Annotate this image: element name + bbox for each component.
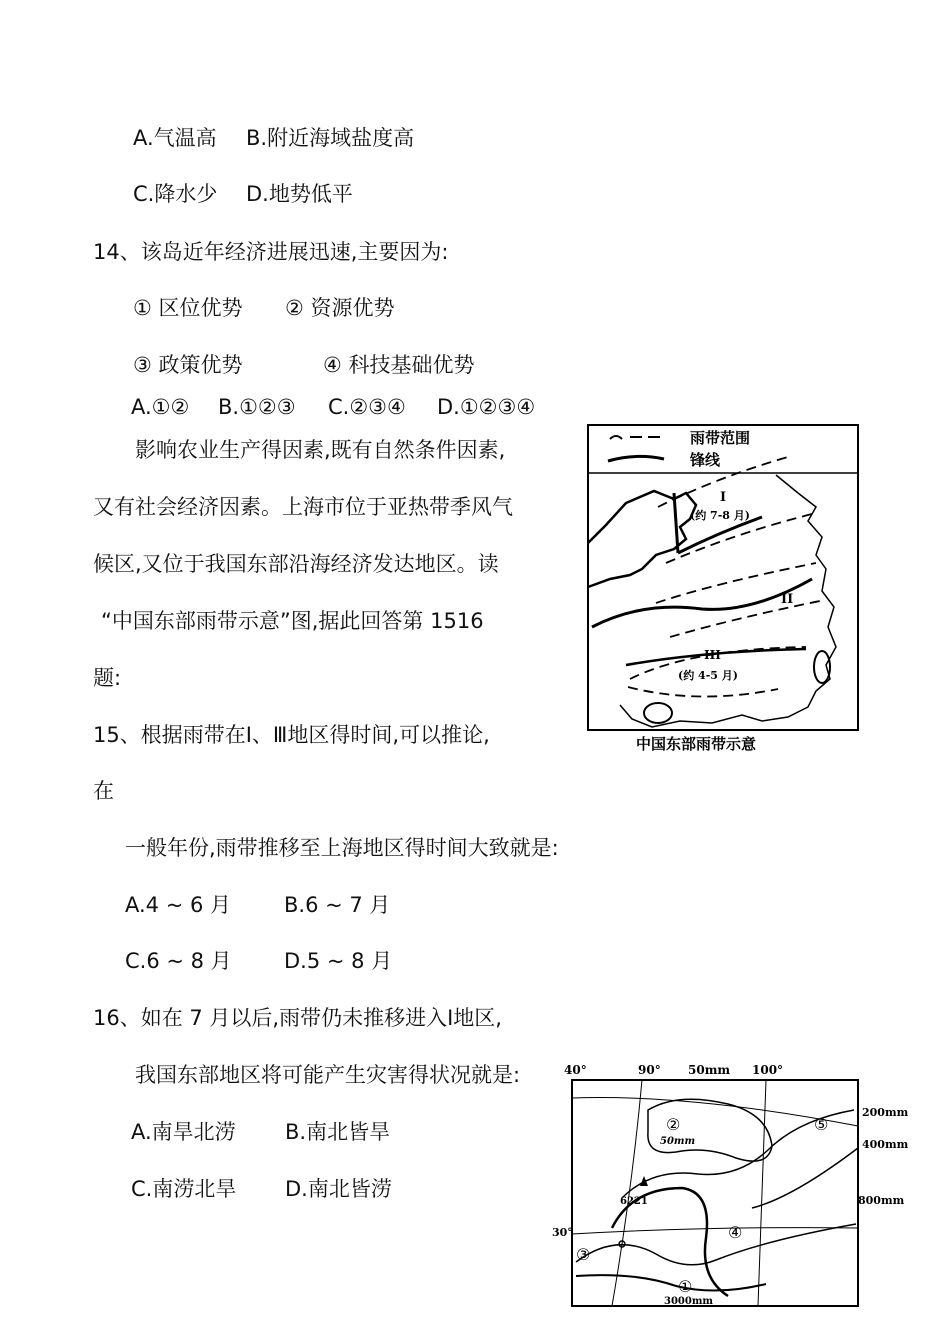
region-1-time: (约 7-8 月): [690, 509, 750, 522]
q14-item-1: ① 区位优势: [133, 296, 243, 320]
q15-stem-3: 一般年份,雨带推移至上海地区得时间大致就是:: [125, 836, 559, 860]
q13-option-b: B.附近海域盐度高: [246, 126, 415, 150]
region-3-label: III: [704, 648, 721, 662]
intro-line-5: 题:: [93, 666, 122, 690]
label-50mm-inner: 50mm: [660, 1136, 696, 1147]
q14-stem: 14、该岛近年经济进展迅速,主要因为:: [93, 240, 449, 264]
q15-option-b: B.6 ~ 7 月: [284, 893, 391, 917]
q13-option-c: C.降水少: [133, 182, 218, 206]
q16-option-b: B.南北皆旱: [285, 1120, 391, 1144]
region-3-time: (约 4-5 月): [678, 669, 738, 682]
peak-label: 6221: [620, 1196, 648, 1207]
lon-90-label: 90°: [638, 1063, 661, 1077]
legend-front-label: 锋线: [690, 451, 721, 469]
q15-stem-1: 15、根据雨带在Ⅰ、Ⅲ地区得时间,可以推论,: [93, 723, 490, 747]
rainbelt-map-caption: 中国东部雨带示意: [636, 735, 757, 753]
q15-stem-2: 在: [93, 779, 114, 803]
q14-item-2: ② 资源优势: [285, 296, 395, 320]
q16-option-c: C.南涝北旱: [131, 1177, 237, 1201]
q15-option-a: A.4 ~ 6 月: [125, 893, 232, 917]
label-200mm: 200mm: [862, 1106, 908, 1119]
intro-line-1: 影响农业生产得因素,既有自然条件因素,: [135, 438, 506, 462]
legend-rainbelt-label: 雨带范围: [690, 429, 751, 447]
label-3000mm: 3000mm: [664, 1296, 713, 1307]
intro-line-4: “中国东部雨带示意”图,据此回答第 1516: [101, 609, 484, 633]
rainbelt-map: [586, 423, 862, 759]
region-2-label: II: [781, 592, 794, 607]
q15-option-d: D.5 ~ 8 月: [284, 949, 393, 973]
region-1-label: I: [720, 490, 727, 505]
q13-option-d: D.地势低平: [246, 182, 353, 206]
marker-3: ③: [576, 1245, 591, 1264]
q16-option-d: D.南北皆涝: [285, 1177, 392, 1201]
q16-stem-2: 我国东部地区将可能产生灾害得状况就是:: [135, 1063, 521, 1087]
marker-2: ②: [666, 1115, 681, 1134]
q14-option-d: D.①②③④: [437, 395, 536, 419]
label-800mm: 800mm: [858, 1194, 905, 1207]
legend-rainbelt-symbol: [610, 436, 660, 439]
q14-item-3: ③ 政策优势: [133, 353, 243, 377]
intro-line-3: 候区,又位于我国东部沿海经济发达地区。读: [93, 552, 499, 576]
marker-1: ①: [678, 1277, 693, 1296]
intro-line-2: 又有社会经济因素。上海市位于亚热带季风气: [93, 495, 513, 519]
q15-option-c: C.6 ~ 8 月: [125, 949, 232, 973]
q14-item-4: ④ 科技基础优势: [323, 353, 475, 377]
q14-option-a: A.①②: [131, 395, 190, 419]
label-50mm-top: 50mm: [688, 1063, 731, 1077]
lon-40-label: 40°: [564, 1063, 587, 1077]
label-400mm: 400mm: [862, 1138, 908, 1151]
q14-option-c: C.②③④: [328, 395, 406, 419]
marker-5: ⑤: [814, 1115, 829, 1134]
lon-100-label: 100°: [752, 1063, 784, 1077]
q16-option-a: A.南旱北涝: [131, 1120, 236, 1144]
q16-stem-1: 16、如在 7 月以后,雨带仍未推移进入Ⅰ地区,: [93, 1006, 502, 1030]
marker-4: ④: [728, 1223, 743, 1242]
q14-option-b: B.①②③: [218, 395, 296, 419]
precip-map: [552, 1058, 908, 1310]
lat-30-label: 30°: [552, 1226, 573, 1239]
q13-option-a: A.气温高: [133, 126, 217, 150]
